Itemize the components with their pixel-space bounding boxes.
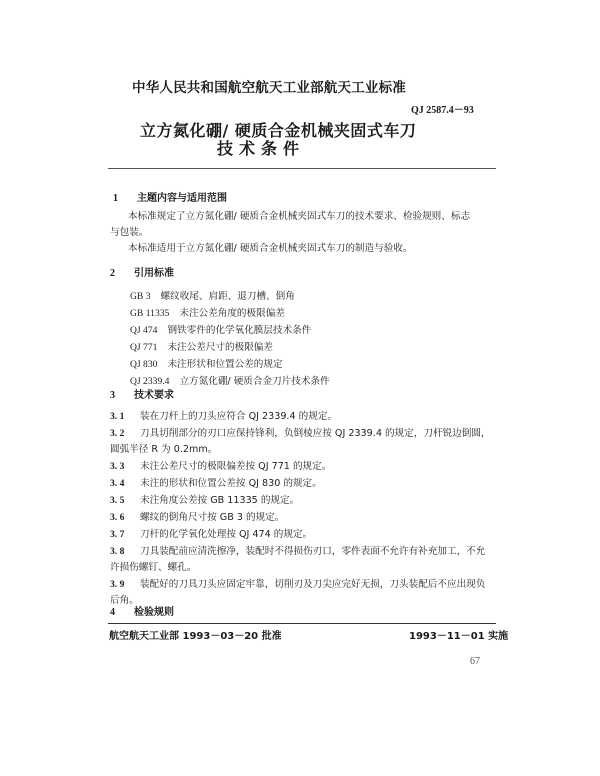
- reference-code: GB 11335: [130, 308, 170, 319]
- reference-item: [130, 356, 283, 370]
- reference-item: [130, 373, 330, 387]
- clause-continuation: 后角。: [110, 595, 139, 606]
- clause-text: 未注角度公差按 GB 11335 的规定。: [140, 495, 300, 506]
- clause-number: 3. 1: [110, 411, 125, 422]
- clause-item: [110, 576, 485, 590]
- header-divider: [108, 168, 496, 169]
- clause-text: 装配好的刀具刀头应固定牢靠，切削刃及刀尖应完好无损，刀头装配后不应出现负: [140, 579, 486, 590]
- reference-title: 未注公差角度的极限偏差: [179, 308, 285, 319]
- clause-number: 3. 4: [110, 478, 125, 489]
- section-title: 检验规则: [134, 607, 174, 618]
- section-number: 2: [110, 268, 115, 279]
- clause-text: 未注公差尺寸的极限偏差按 QJ 771 的规定。: [140, 461, 332, 472]
- clause-number: 3. 3: [110, 461, 125, 472]
- clause-text: 刀具装配前应清洗擦净，装配时不得损伤刃口，零件表面不允许有补充加工，不允: [140, 546, 486, 557]
- section-title: 主题内容与适用范围: [137, 193, 227, 204]
- clause-continuation: 许损伤螺钉、螺孔。: [110, 562, 197, 573]
- reference-title: 螺纹收尾、肩距、退刀槽、倒角: [160, 291, 295, 302]
- section-number: 3: [110, 390, 115, 401]
- reference-item: [130, 305, 285, 319]
- footer-divider: [108, 623, 496, 624]
- clause-continuation: 圆弧半径 R 为 0.2mm。: [110, 444, 218, 455]
- reference-title: 立方氮化硼/ 硬质合金刀片技术条件: [179, 376, 330, 387]
- document-title-line1: 立方氮化硼/ 硬质合金机械夹固式车刀: [140, 121, 417, 140]
- reference-code: QJ 2339.4: [130, 376, 170, 387]
- clause-item: [110, 492, 299, 506]
- section-number: 1: [113, 193, 118, 204]
- section-title: 引用标准: [134, 268, 174, 279]
- clause-item: [110, 408, 337, 422]
- standard-number: QJ 2587.4－93: [411, 105, 474, 116]
- reference-title: 钢铁零件的化学氧化膜层技术条件: [167, 325, 312, 336]
- reference-code: QJ 830: [130, 359, 158, 370]
- clause-number: 3. 6: [110, 512, 125, 523]
- clause-item: [110, 458, 331, 472]
- reference-title: 未注公差尺寸的极限偏差: [167, 342, 273, 353]
- reference-item: [130, 322, 311, 336]
- reference-code: QJ 474: [130, 325, 158, 336]
- clause-number: 3. 9: [110, 579, 125, 590]
- clause-text: 刀杆的化学氧化处理按 QJ 474 的规定。: [140, 529, 313, 540]
- paragraph: 本标准适用于立方氮化硼/ 硬质合金机械夹固式车刀的制造与验收。: [128, 243, 413, 254]
- implementation-date: 1993－11－01 实施: [409, 631, 509, 642]
- clause-text: 螺纹的倒角尺寸按 GB 3 的规定。: [140, 512, 285, 523]
- section-number: 4: [110, 607, 115, 618]
- clause-text: 装在刀杆上的刀头应符合 QJ 2339.4 的规定。: [140, 411, 338, 422]
- clause-number: 3. 5: [110, 495, 125, 506]
- reference-title: 未注形状和位置公差的规定: [167, 359, 283, 370]
- section-4-heading: [110, 603, 174, 618]
- reference-code: GB 3: [130, 291, 151, 302]
- clause-text: 刀具切削部分的刃口应保持锋利，负倒棱应按 QJ 2339.4 的规定，刀杆锐边倒圆，: [140, 428, 491, 439]
- issuer-title: 中华人民共和国航空航天工业部航天工业标准: [132, 80, 406, 96]
- paragraph-continuation: 与包装。: [110, 227, 149, 238]
- document-title-line2: 技术条件: [217, 139, 306, 158]
- clause-item: [110, 543, 485, 557]
- paragraph: 本标准规定了立方氮化硼/ 硬质合金机械夹固式车刀的技术要求、检验规则、标志: [128, 211, 471, 222]
- clause-item: [110, 475, 322, 489]
- approval-note: 航空航天工业部 1993－03－20 批准: [109, 631, 282, 642]
- reference-item: [130, 339, 273, 353]
- clause-item: [110, 425, 491, 439]
- clause-item: [110, 526, 312, 540]
- clause-item: [110, 509, 284, 523]
- clause-number: 3. 2: [110, 428, 125, 439]
- section-2-heading: [110, 264, 174, 279]
- reference-item: [130, 288, 295, 302]
- section-title: 技术要求: [134, 390, 174, 401]
- clause-text: 未注的形状和位置公差按 QJ 830 的规定。: [140, 478, 322, 489]
- clause-number: 3. 8: [110, 546, 125, 557]
- page-number: 67: [470, 656, 480, 667]
- reference-code: QJ 771: [130, 342, 158, 353]
- clause-number: 3. 7: [110, 529, 125, 540]
- section-1-heading: [113, 189, 227, 204]
- section-3-heading: [110, 386, 174, 401]
